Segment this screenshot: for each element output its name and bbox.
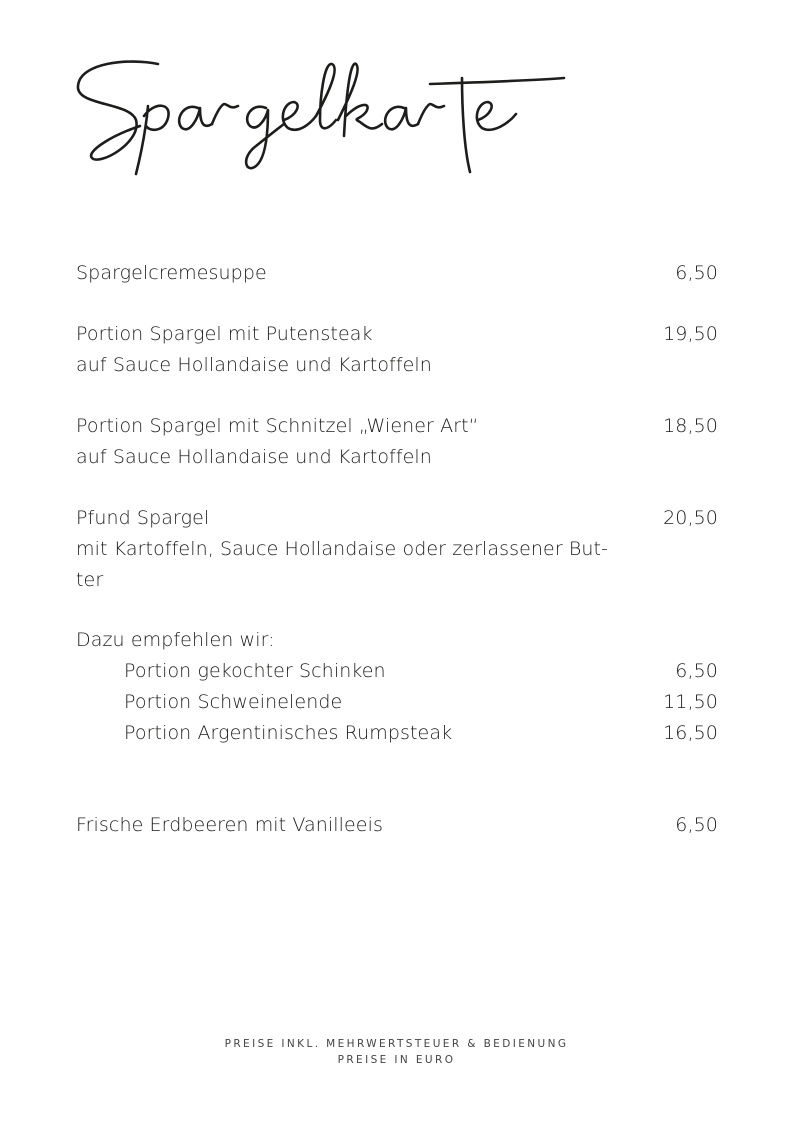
item-price: 6,50 — [675, 660, 718, 682]
item-description: auf Sauce Hollandaise und Kartoffeln — [76, 446, 432, 468]
item-name: Portion Spargel mit Putensteak — [76, 323, 373, 345]
item-name: Pfund Spargel — [76, 507, 210, 529]
item-price: 18,50 — [663, 415, 718, 437]
footer-line-tax: PREISE INKL. MEHRWERTSTEUER & BEDIENUNG — [224, 1038, 569, 1050]
item-name: Spargelcremesuppe — [76, 262, 267, 284]
script-title-lettering — [70, 58, 570, 178]
item-description: mit Kartoffeln, Sauce Hollandaise oder zerlassener But- — [76, 538, 609, 560]
footer-note — [0, 1036, 793, 1068]
item-name: Frische Erdbeeren mit Vanilleeis — [76, 814, 383, 836]
item-price: 16,50 — [663, 722, 718, 744]
item-price: 6,50 — [675, 262, 718, 284]
item-name: Portion gekochter Schinken — [124, 660, 386, 682]
item-description-continued: ter — [76, 569, 104, 591]
recommend-heading: Dazu empfehlen wir: — [76, 629, 275, 651]
item-name: Portion Schweinelende — [124, 691, 343, 713]
footer-line-currency: PREISE IN EURO — [337, 1054, 456, 1066]
item-price: 11,50 — [663, 691, 718, 713]
item-price: 6,50 — [675, 814, 718, 836]
page-title — [70, 58, 570, 178]
item-name: Portion Spargel mit Schnitzel „Wiener Art“ — [76, 415, 479, 437]
item-price: 19,50 — [663, 323, 718, 345]
item-price: 20,50 — [663, 507, 718, 529]
item-name: Portion Argentinisches Rumpsteak — [124, 722, 453, 744]
item-description: auf Sauce Hollandaise und Kartoffeln — [76, 354, 432, 376]
